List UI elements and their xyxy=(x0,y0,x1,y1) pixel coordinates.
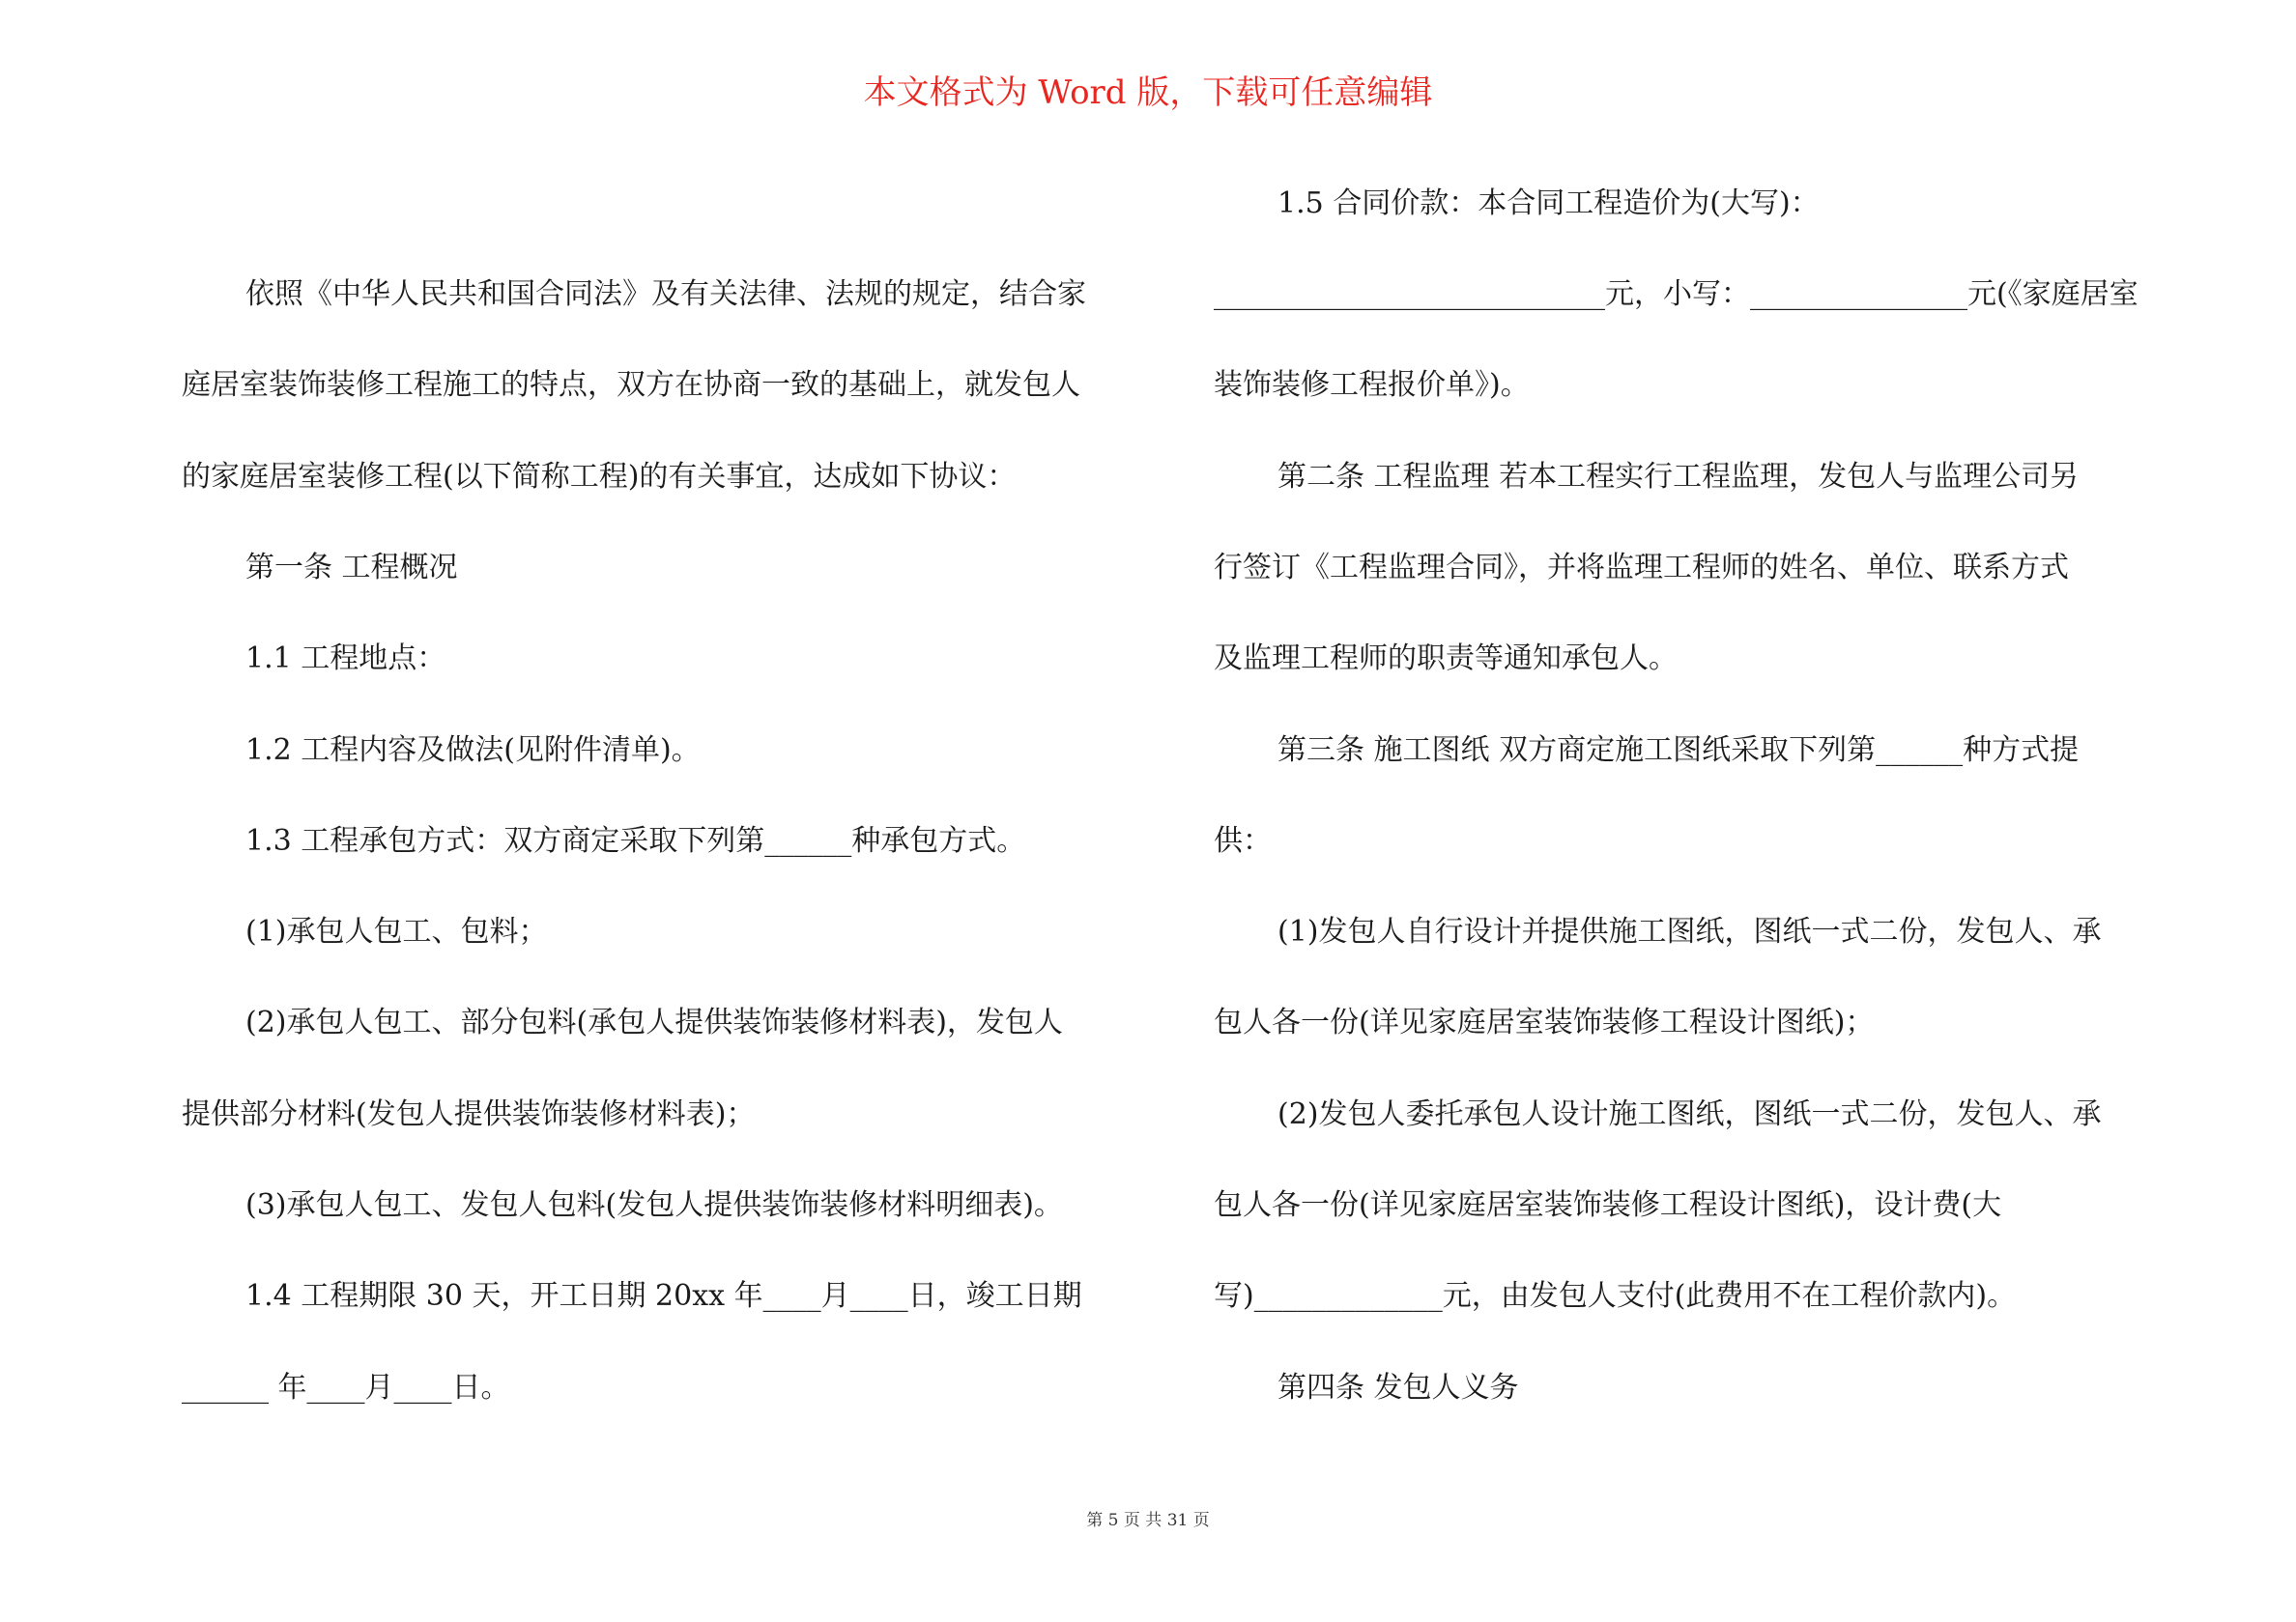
page-number-footer: 第 5 页 共 31 页 xyxy=(1086,1511,1210,1530)
clause-1-1: 1.1 工程地点： xyxy=(245,641,446,675)
clause-1-4-line-1: 1.4 工程期限 30 天，开工日期 20xx 年____月____日，竣工日期 xyxy=(245,1279,1082,1313)
option-1-line: (1)承包人包工、包料； xyxy=(245,915,548,949)
article-1-heading: 第一条 工程概况 xyxy=(245,551,458,584)
clause-1-5-line-2: ___________________________元，小写：_______________元(《家庭居室 xyxy=(1214,277,2138,311)
clause-1-4-line-2: ______ 年____月____日。 xyxy=(182,1371,510,1405)
article-3-line-2: 供： xyxy=(1214,824,1272,858)
clause-1-5-line-3: 装饰装修工程报价单》)。 xyxy=(1214,368,1530,402)
drawing-option-1-line-2: 包人各一份(详见家庭居室装饰装修工程设计图纸)； xyxy=(1214,1006,1875,1039)
option-2-line-2: 提供部分材料(发包人提供装饰装修材料表)； xyxy=(182,1097,756,1131)
article-4-heading: 第四条 发包人义务 xyxy=(1277,1371,1519,1405)
drawing-option-2-line-2: 包人各一份(详见家庭居室装饰装修工程设计图纸)，设计费(大 xyxy=(1214,1188,2002,1222)
article-2-line-2: 行签订《工程监理合同》，并将监理工程师的姓名、单位、联系方式 xyxy=(1214,551,2069,584)
editable-format-notice: 本文格式为 Word 版，下载可任意编辑 xyxy=(863,73,1433,112)
drawing-option-2-line-3: 写)_____________元，由发包人支付(此费用不在工程价款内)。 xyxy=(1214,1279,2017,1313)
intro-paragraph-line-3: 的家庭居室装修工程(以下简称工程)的有关事宜，达成如下协议： xyxy=(182,460,1017,494)
clause-1-2: 1.2 工程内容及做法(见附件清单)。 xyxy=(245,733,701,767)
drawing-option-2-line-1: (2)发包人委托承包人设计施工图纸，图纸一式二份，发包人、承 xyxy=(1277,1097,2102,1131)
drawing-option-1-line-1: (1)发包人自行设计并提供施工图纸，图纸一式二份，发包人、承 xyxy=(1277,915,2102,949)
clause-1-3: 1.3 工程承包方式：双方商定采取下列第______种承包方式。 xyxy=(245,824,1026,858)
intro-paragraph-line-1: 依照《中华人民共和国合同法》及有关法律、法规的规定，结合家 xyxy=(245,277,1086,311)
option-3-line: (3)承包人包工、发包人包料(发包人提供装饰装修材料明细表)。 xyxy=(245,1188,1063,1222)
intro-paragraph-line-2: 庭居室装饰装修工程施工的特点，双方在协商一致的基础上，就发包人 xyxy=(182,368,1080,402)
clause-1-5-line-1: 1.5 合同价款：本合同工程造价为(大写)： xyxy=(1277,186,1820,220)
article-2-line-1: 第二条 工程监理 若本工程实行工程监理，发包人与监理公司另 xyxy=(1277,460,2080,494)
article-2-line-3: 及监理工程师的职责等通知承包人。 xyxy=(1214,641,1678,675)
article-3-line-1: 第三条 施工图纸 双方商定施工图纸采取下列第______种方式提 xyxy=(1277,733,2080,767)
option-2-line-1: (2)承包人包工、部分包料(承包人提供装饰装修材料表)，发包人 xyxy=(245,1006,1063,1039)
